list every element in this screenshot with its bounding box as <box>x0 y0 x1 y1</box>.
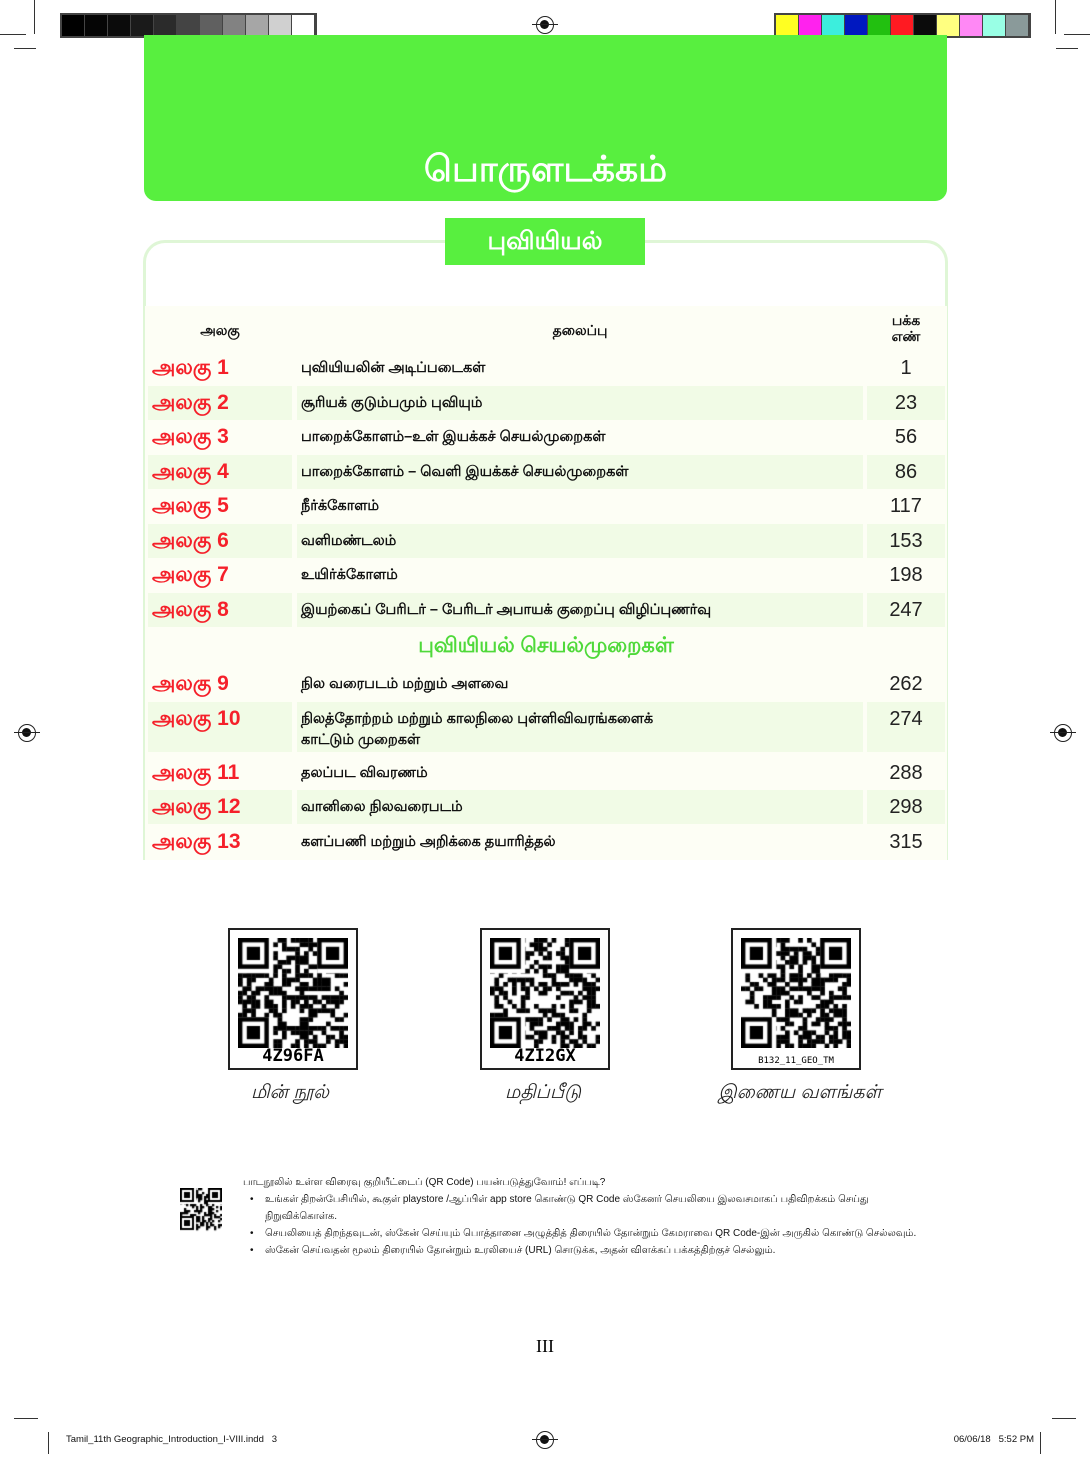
chapter-title <box>297 455 863 489</box>
qr-pattern <box>490 938 600 1048</box>
chapter-number: அலகு 11 <box>152 760 240 784</box>
chapter-title <box>297 489 863 523</box>
table-row <box>145 790 947 824</box>
chapter-number: அலகு 3 <box>152 425 229 448</box>
color-swatch <box>177 15 200 36</box>
footer-date: 06/06/18 5:52 PM <box>953 1434 1034 1445</box>
color-swatch <box>154 15 177 36</box>
page-number: 315 <box>889 830 923 853</box>
crop-mark <box>1055 0 1056 34</box>
footer-filename: Tamil_11th Geographic_Introduction_I-VIII.indd 3 <box>66 1434 278 1445</box>
crop-mark <box>1052 1418 1076 1419</box>
chapter-number: அலகு 12 <box>148 790 292 824</box>
chapter-number: அலகு 5 <box>152 494 229 517</box>
instruction-item: • உங்கள் திறன்பேசியில், கூகுள் playstore /ஆப்பிள் app store கொண்டு QR Code ஸ்கேனர் செயலியை இலவசமாகப் பதிவிறக்கம் செய்து நிறுவிக்கொள்க. <box>243 1191 943 1225</box>
page-number: 86 <box>867 455 945 489</box>
chapter-title-text: நிலத்தோற்றம் மற்றும் காலநிலை புள்ளிவிவரங்களைக் <box>301 710 654 727</box>
color-swatch <box>85 15 108 36</box>
qr-label: இணைய வளங்கள் <box>718 1082 882 1103</box>
chapter-number: அலகு 9 <box>152 672 229 695</box>
header-page-line2: எண் <box>891 328 921 344</box>
color-swatch <box>131 15 154 36</box>
chapter-title <box>297 420 863 454</box>
crop-mark <box>1064 34 1090 35</box>
registration-mark-icon <box>536 16 554 34</box>
page-number: 288 <box>889 761 923 784</box>
page-number: 274 <box>867 702 945 752</box>
chapter-number: அலகு 6 <box>148 524 292 558</box>
page-number: 1 <box>900 357 912 379</box>
chapter-title-text: இயற்கைப் பேரிடர் – பேரிடர் அபாயக் குறைப்பு விழிப்புணர்வு <box>301 601 712 618</box>
color-swatch <box>108 15 131 36</box>
color-swatch <box>246 15 269 36</box>
instructions-qr-icon <box>180 1188 224 1236</box>
page-number: 262 <box>889 673 923 695</box>
chapter-title <box>297 558 863 592</box>
table-row <box>145 351 947 385</box>
chapter-number: அலகு 7 <box>152 563 229 586</box>
header-page-line1: பக்க <box>891 312 921 328</box>
crop-mark <box>0 34 26 35</box>
page-number: 23 <box>867 386 945 420</box>
color-swatch <box>200 15 223 36</box>
qr-code-id: 4ZI2GX <box>514 1046 576 1066</box>
page-number: 56 <box>894 426 918 448</box>
registration-mark-icon <box>536 1431 554 1449</box>
table-row <box>145 489 947 523</box>
page-number: 198 <box>889 564 923 586</box>
color-swatch <box>1006 15 1029 36</box>
chapter-title <box>297 702 863 752</box>
chapter-number: அலகு 1 <box>152 356 229 379</box>
crop-mark <box>1040 1432 1041 1454</box>
crop-mark <box>34 0 35 34</box>
color-swatch <box>799 15 822 36</box>
page-number: 298 <box>867 790 945 824</box>
table-row <box>145 593 947 627</box>
table-row <box>145 558 947 592</box>
color-swatch <box>223 15 246 36</box>
chapter-title-text: சூரியக் குடும்பமும் புவியும் <box>301 394 483 411</box>
chapter-title-text: தலப்பட விவரணம் <box>301 764 428 781</box>
registration-mark-icon <box>18 724 36 742</box>
qr-code-id: B132_11_GEO_TM <box>758 1056 834 1066</box>
page-number: 247 <box>867 593 945 627</box>
section-heading: புவியியல் செயல்முறைகள் <box>418 634 674 657</box>
contents-table <box>145 306 947 860</box>
chapter-number: அலகு 10 <box>148 702 292 752</box>
color-swatch <box>891 15 914 36</box>
table-row <box>145 756 947 790</box>
color-swatch <box>776 15 799 36</box>
header-page <box>870 312 942 344</box>
table-row <box>145 825 947 859</box>
color-swatch <box>845 15 868 36</box>
crop-mark <box>48 1432 49 1454</box>
chapter-title-text: பாறைக்கோளம்–உள் இயக்கச் செயல்முறைகள் <box>301 429 606 445</box>
page-number: III <box>536 1336 554 1356</box>
subject-tab: புவியியல் <box>445 218 645 265</box>
table-row <box>145 524 947 558</box>
page-number: 117 <box>890 495 922 517</box>
chapter-title-text: நில வரைபடம் மற்றும் அளவை <box>301 676 509 692</box>
header-title: தலைப்பு <box>552 322 608 338</box>
table-row <box>145 455 947 489</box>
chapter-title-text: நீர்க்கோளம் <box>301 498 380 514</box>
chapter-title-text: வானிலை நிலவரைபடம் <box>301 799 463 815</box>
page-title: பொருளடக்கம் <box>144 35 947 201</box>
chapter-number: அலகு 4 <box>148 455 292 489</box>
chapter-title <box>297 790 863 824</box>
chapter-number: அலகு 13 <box>152 829 241 853</box>
chapter-title <box>297 825 863 859</box>
crop-mark <box>14 1418 38 1419</box>
table-row <box>145 667 947 701</box>
chapter-title-text: பாறைக்கோளம் – வெளி இயக்கச் செயல்முறைகள் <box>301 463 629 480</box>
chapter-title <box>297 351 863 385</box>
qr-pattern <box>741 938 851 1048</box>
color-swatch <box>292 15 315 36</box>
chapter-title <box>297 524 863 558</box>
color-swatch <box>914 15 937 36</box>
color-swatch <box>868 15 891 36</box>
qr-label: மதிப்பீடு <box>504 1082 582 1103</box>
chapter-title-text: வளிமண்டலம் <box>301 532 397 549</box>
color-swatch <box>983 15 1006 36</box>
chapter-title-text: புவியியலின் அடிப்படைகள் <box>301 360 486 376</box>
chapter-title-text: உயிர்க்கோளம் <box>301 567 398 583</box>
page-number: 153 <box>867 524 945 558</box>
crop-mark <box>14 48 36 49</box>
qr-instructions <box>243 1174 943 1259</box>
color-swatch <box>937 15 960 36</box>
chapter-title-text: களப்பணி மற்றும் அறிக்கை தயாரித்தல் <box>301 833 556 850</box>
crop-mark <box>1056 48 1078 49</box>
qr-label: மின் நூல் <box>250 1082 330 1103</box>
table-row <box>145 386 947 420</box>
chapter-title <box>297 756 863 790</box>
instructions-heading: பாடநூலில் உள்ள விரைவு குறியீட்டைப் (QR Code) பயன்படுத்துவோம்! எப்படி? <box>243 1177 606 1188</box>
chapter-title <box>297 386 863 420</box>
table-row <box>145 702 947 752</box>
chapter-number: அலகு 2 <box>148 386 292 420</box>
chapter-title-text: காட்டும் முறைகள் <box>301 731 421 748</box>
qr-code[interactable] <box>480 928 610 1070</box>
qr-code[interactable] <box>731 928 861 1070</box>
header-chapter: அலகு <box>200 322 240 338</box>
color-swatch <box>62 15 85 36</box>
color-swatch <box>960 15 983 36</box>
instruction-item: • ஸ்கேன் செய்வதன் மூலம் திரையில் தோன்றும் உரலியைச் (URL) சொடுக்க, அதன் விளக்கப் பக்கத்திற்குச் செல்லும். <box>243 1242 943 1259</box>
qr-pattern <box>238 938 348 1048</box>
instruction-item: • செயலியைத் திறந்தவுடன், ஸ்கேன் செய்யும் பொத்தானை அழுத்தித் திரையில் தோன்றும் கேமராவை QR Code-இன் அருகில் கொண்டு செல்லவும். <box>243 1225 943 1242</box>
qr-code[interactable] <box>228 928 358 1070</box>
qr-code-id: 4Z96FA <box>262 1046 324 1066</box>
chapter-number: அலகு 8 <box>148 593 292 627</box>
chapter-title <box>297 593 863 627</box>
color-swatch <box>822 15 845 36</box>
registration-mark-icon <box>1054 724 1072 742</box>
chapter-title <box>297 667 863 701</box>
color-swatch <box>269 15 292 36</box>
table-row <box>145 420 947 454</box>
